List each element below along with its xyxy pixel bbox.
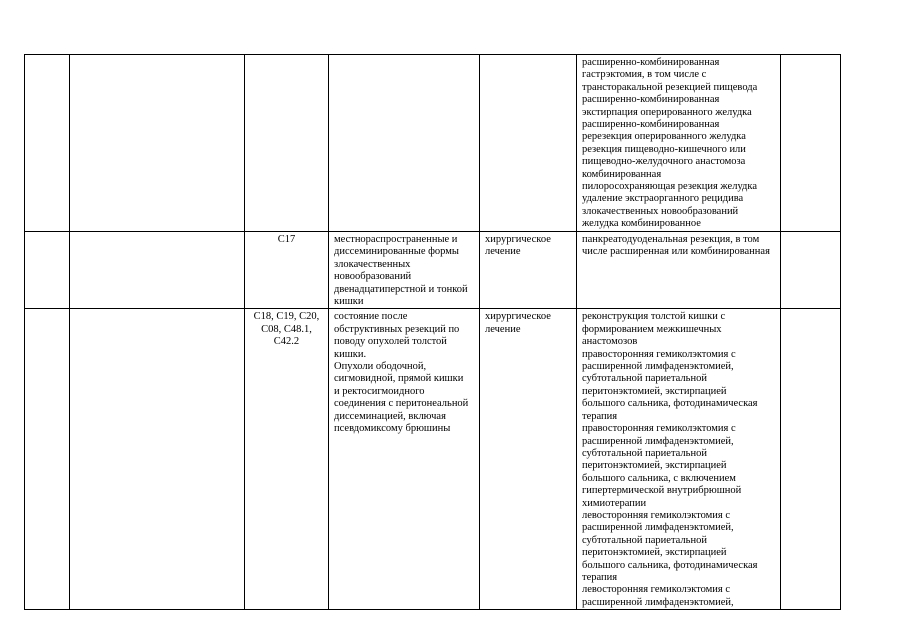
- cell-treatment-type: [480, 55, 577, 232]
- cell-number: [25, 309, 70, 610]
- cell-text-line: расширенно-комбинированная: [582, 119, 720, 131]
- cell-text-line: трансторакальной резекцией пищевода: [582, 81, 758, 93]
- cell-text-line: левосторонняя гемиколэктомия с: [582, 584, 731, 596]
- cell-treatment-method: [577, 232, 781, 309]
- cell-text-line: гастрэктомия, в том числе с: [582, 69, 707, 81]
- cell-text-line: расширенной лимфаденэктомией,: [582, 522, 734, 534]
- cell-treatment-type: [480, 309, 577, 610]
- cell-text-line: псевдомиксому брюшины: [334, 423, 451, 435]
- cell-text-line: расширенной лимфаденэктомией,: [582, 596, 734, 608]
- cell-cost: [781, 232, 841, 309]
- cell-text-line: субтотальной париетальной: [582, 534, 707, 546]
- cell-text-line: расширенно-комбинированная: [582, 57, 720, 68]
- cell-text-line: гипертермической внутрибрюшной: [582, 485, 742, 497]
- cell-text-line: C08, C48.1,: [261, 323, 312, 335]
- cell-text-line: расширенной лимфаденэктомией,: [582, 435, 734, 447]
- cell-text-line: большого сальника, с включением: [582, 472, 736, 484]
- cell-icd-codes: [245, 55, 329, 232]
- cell-patient-model: [329, 232, 480, 309]
- cell-text-line: перитонэктомией, экстирпацией: [582, 460, 727, 472]
- cell-text-line: пищеводно-желудочного анастомоза: [582, 156, 746, 168]
- cell-text-line: резекция пищеводно-кишечного или: [582, 143, 746, 155]
- cell-text-line: C18, C19, C20,: [253, 311, 320, 323]
- cell-cost: [781, 55, 841, 232]
- cell-text-line: левосторонняя гемиколэктомия с: [582, 509, 731, 521]
- cell-patient-model: [329, 309, 480, 610]
- cell-text-line: лечение: [485, 246, 521, 258]
- cell-patient-model: [329, 55, 480, 232]
- cell-text-line: и ректосигмоидного: [334, 385, 425, 397]
- cell-text-line: кишки: [334, 296, 364, 308]
- cell-treatment-type: [480, 232, 577, 309]
- cell-text-line: субтотальной париетальной: [582, 447, 707, 459]
- table-row: [25, 55, 841, 232]
- cell-text-line: правосторонняя гемиколэктомия с: [582, 348, 736, 360]
- cell-text-line: новообразований: [334, 271, 412, 283]
- cell-text-line: обструктивных резекций по: [334, 323, 460, 335]
- cell-text-line: числе расширенная или комбинированная: [582, 246, 770, 258]
- table-row: [25, 232, 841, 309]
- cell-text-line: злокачественных новообразований: [582, 205, 739, 217]
- cell-icd-codes: [245, 309, 329, 610]
- cell-text-line: злокачественных: [334, 258, 411, 270]
- cell-text-line: кишки.: [334, 348, 367, 360]
- cell-text-line: большого сальника, фотодинамическая: [582, 398, 758, 410]
- cell-text-line: соединения с перитонеальной: [334, 398, 469, 410]
- cell-text-line: расширенной лимфаденэктомией,: [582, 361, 734, 373]
- cell-text-line: комбинированная: [582, 168, 662, 180]
- cell-text-line: Опухоли ободочной,: [334, 361, 427, 373]
- cell-text-line: местнораспространенные и: [334, 234, 458, 245]
- cell-text-line: поводу опухолей толстой: [334, 336, 447, 348]
- cell-text-line: диссеминированные формы: [334, 246, 459, 258]
- cell-text-line: субтотальной париетальной: [582, 373, 707, 385]
- cell-text-line: удаление экстраорганного рецидива: [582, 193, 744, 205]
- cell-text-line: перитонэктомией, экстирпацией: [582, 547, 727, 559]
- cell-treatment-method: [577, 309, 781, 610]
- cell-name: [70, 55, 245, 232]
- cell-text-line: расширенно-комбинированная: [582, 94, 720, 106]
- cell-text-line: двенадцатиперстной и тонкой: [334, 283, 468, 295]
- cell-text-line: анастомозов: [582, 336, 638, 348]
- cell-text-line: экстирпация оперированного желудка: [582, 106, 752, 118]
- cell-number: [25, 232, 70, 309]
- cell-text-line: большого сальника, фотодинамическая: [582, 559, 758, 571]
- cell-text-line: перитонэктомией, экстирпацией: [582, 385, 727, 397]
- cell-text-line: диссеминацией, включая: [334, 410, 446, 422]
- cell-text-line: состояние после: [334, 311, 408, 323]
- cell-text-line: лечение: [485, 323, 521, 335]
- table-row: [25, 309, 841, 610]
- cell-text-line: панкреатодуоденальная резекция, в том: [582, 234, 760, 245]
- cell-text-line: терапия: [582, 410, 618, 422]
- cell-icd-codes: [245, 232, 329, 309]
- cell-text-line: формированием межкишечных: [582, 323, 722, 335]
- cell-text-line: C42.2: [273, 336, 300, 348]
- cell-text-line: C17: [277, 234, 296, 245]
- cell-treatment-method: [577, 55, 781, 232]
- cell-text-line: желудка комбинированное: [582, 218, 701, 230]
- cell-name: [70, 232, 245, 309]
- procedures-table: [24, 54, 841, 610]
- cell-cost: [781, 309, 841, 610]
- cell-text-line: хирургическое: [485, 311, 551, 323]
- cell-text-line: сигмовидной, прямой кишки: [334, 373, 464, 385]
- cell-number: [25, 55, 70, 232]
- cell-text-line: хирургическое: [485, 234, 551, 245]
- cell-text-line: терапия: [582, 571, 618, 583]
- cell-text-line: химиотерапии: [582, 497, 647, 509]
- cell-text-line: правосторонняя гемиколэктомия с: [582, 423, 736, 435]
- cell-text-line: реконструкция толстой кишки с: [582, 311, 726, 323]
- cell-text-line: пилоросохраняющая резекция желудка: [582, 181, 757, 193]
- cell-text-line: ререзекция оперированного желудка: [582, 131, 746, 143]
- cell-name: [70, 309, 245, 610]
